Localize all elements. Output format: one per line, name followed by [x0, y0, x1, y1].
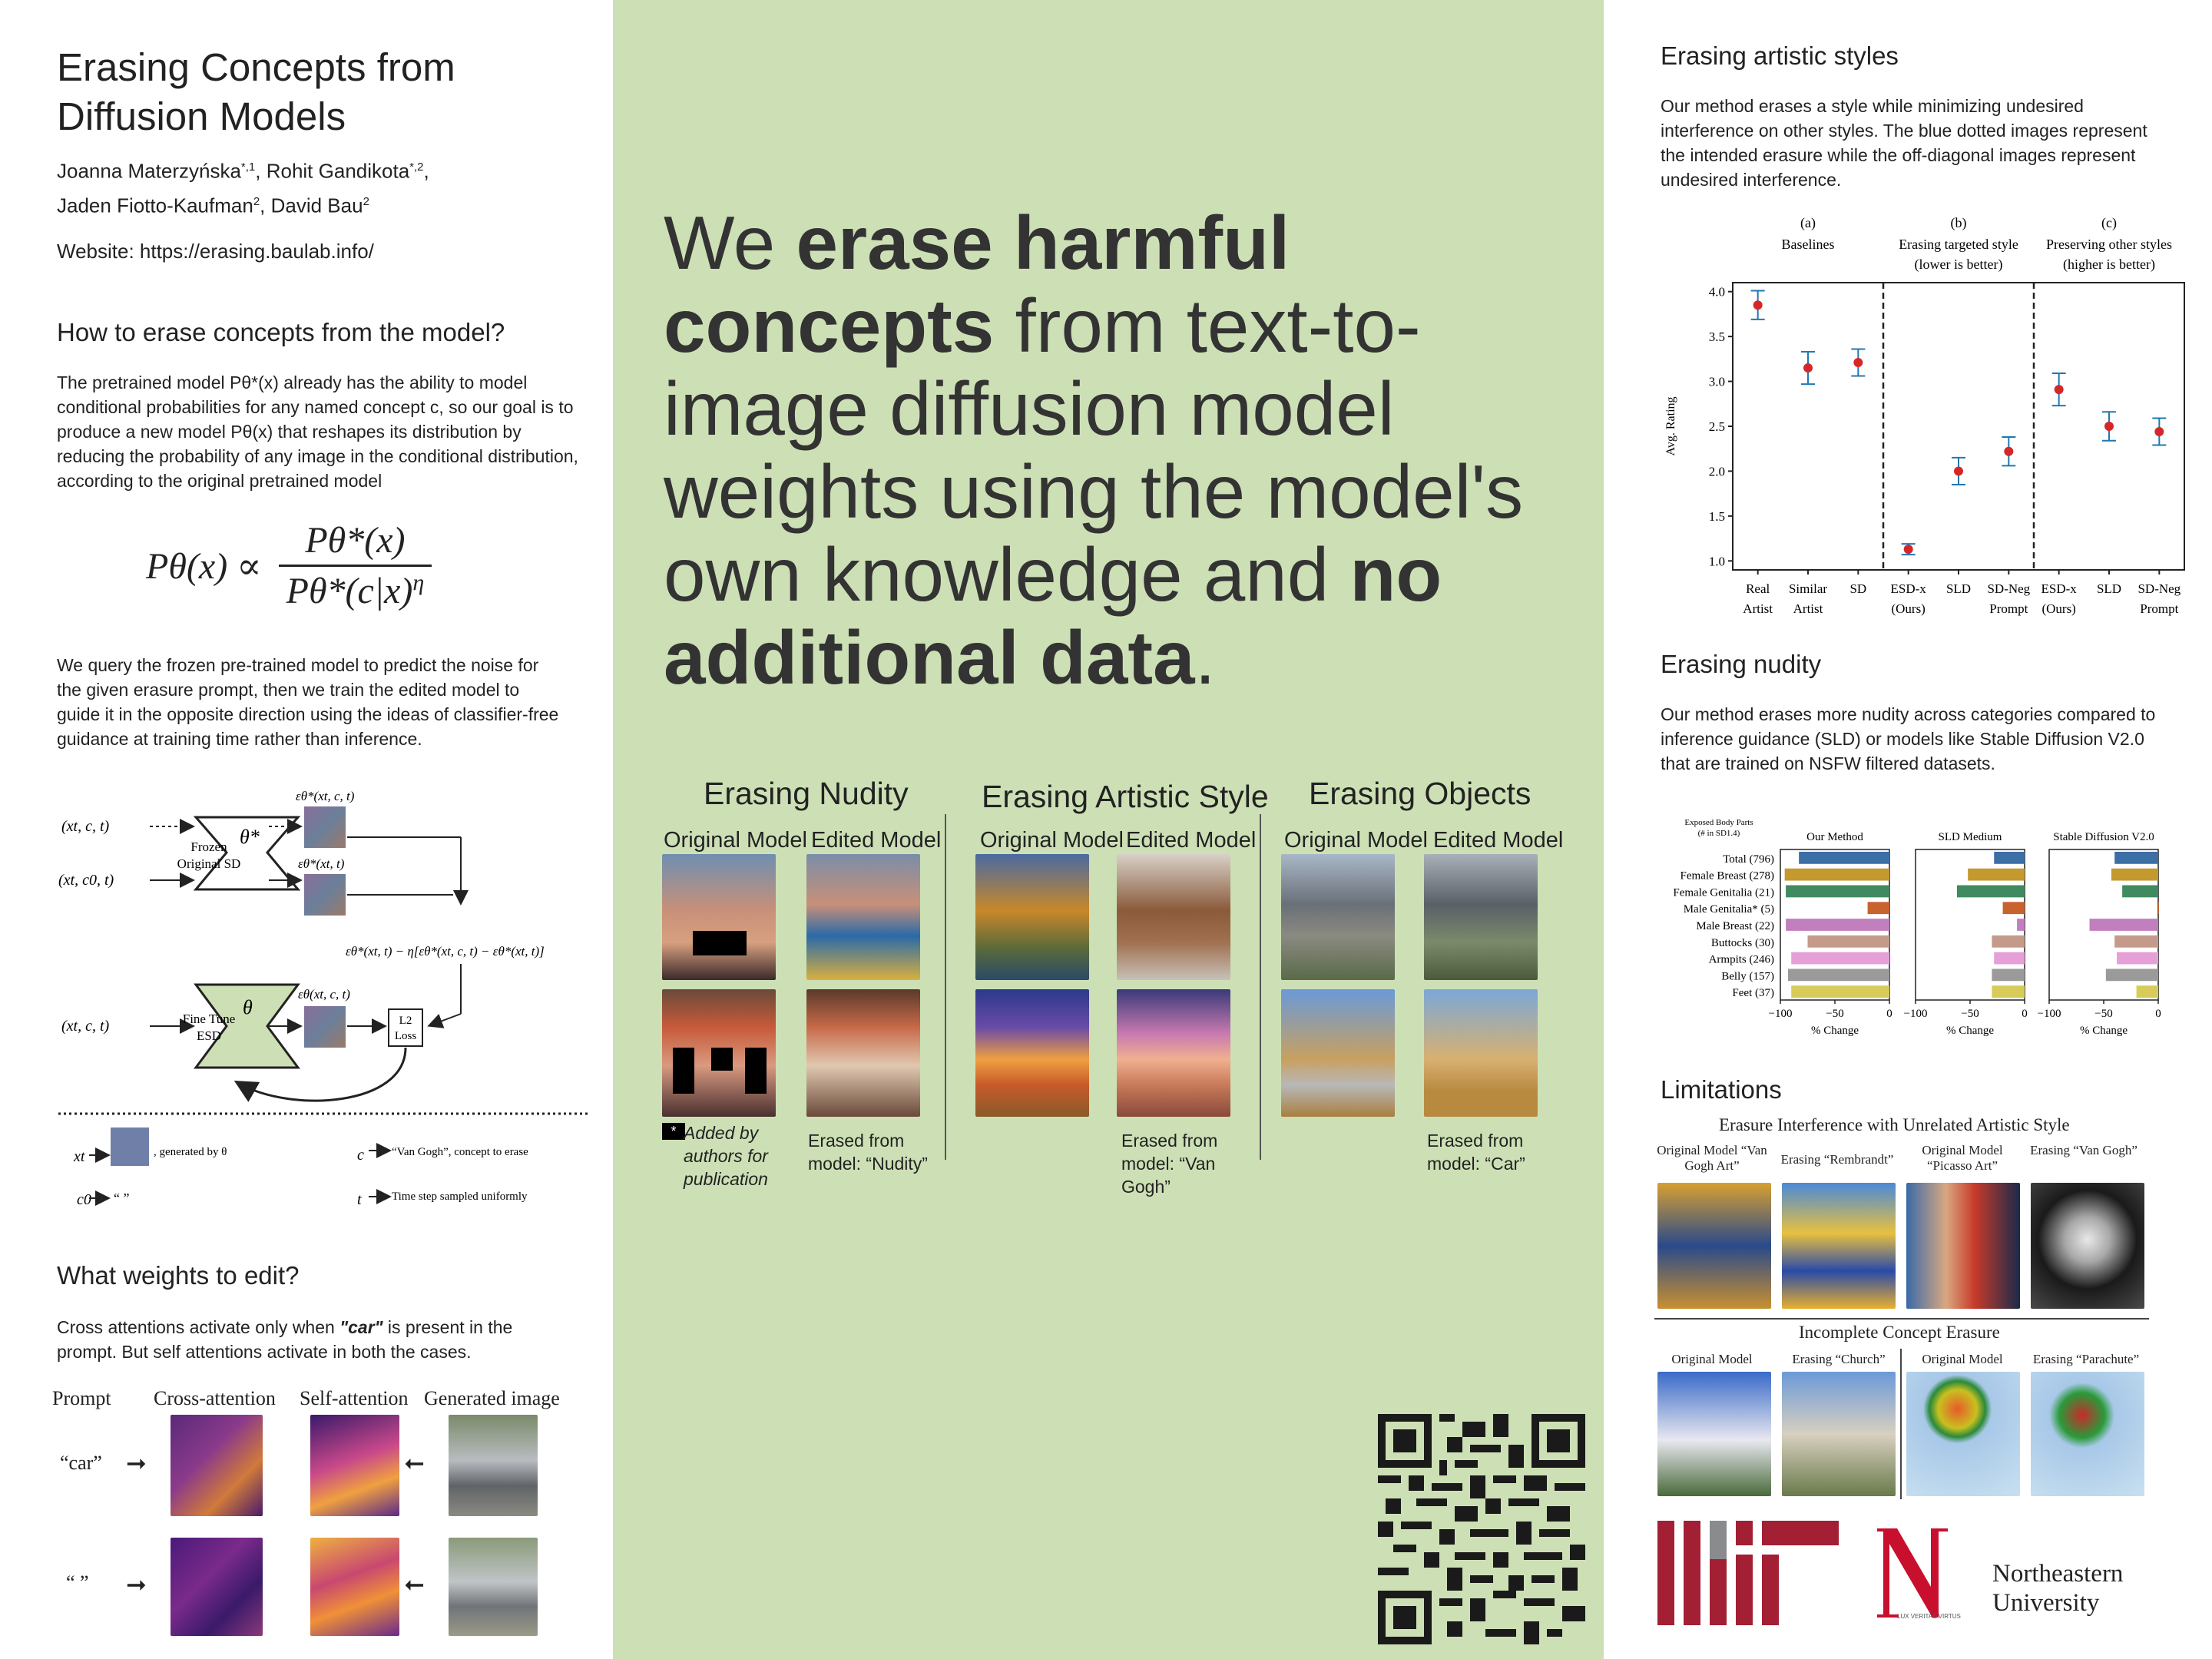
divider — [1654, 1318, 2149, 1320]
lim-church — [1657, 1372, 1771, 1496]
headline: We erase harmful concepts from text-to-image diffusion model weights using the model's own knowledge and no additional data. — [664, 200, 1524, 700]
poster-title: Erasing Concepts from Diffusion Models — [57, 45, 455, 138]
bar — [1786, 886, 1889, 898]
category-label: Feet (37) — [1732, 987, 1774, 1000]
added-by-note: Added by authors for publication — [684, 1123, 768, 1189]
bar — [1992, 935, 2025, 948]
northeastern-logo — [1874, 1525, 1951, 1621]
col-prompt: Prompt — [52, 1387, 111, 1409]
eps-3-label: εθ(xt, c, t) — [298, 987, 350, 1002]
theta-label: θ — [243, 996, 253, 1018]
x-tick-label: −50 — [2094, 1008, 2113, 1020]
lim-vangogh — [1657, 1183, 1771, 1309]
finetune-label-1: Fine Tune — [182, 1012, 236, 1026]
theta-star-label: θ* — [240, 826, 260, 848]
noise-image-2 — [304, 874, 346, 916]
objects-edited-1 — [1424, 854, 1538, 980]
left-column — [0, 0, 613, 1659]
arrow-right-icon: ➞ — [126, 1449, 147, 1477]
objects-original-1 — [1281, 854, 1395, 980]
row-empty: “ ” — [66, 1571, 89, 1594]
data-point — [2055, 385, 2064, 394]
bar — [1808, 935, 1890, 948]
arrow-left-icon: ➞ — [404, 1571, 425, 1598]
frozen-label-1: Frozen — [190, 839, 227, 854]
right-column — [1604, 0, 2212, 1659]
nudity-heading: Erasing nudity — [1661, 650, 1822, 678]
x-tick-label: −100 — [2037, 1008, 2061, 1020]
bar — [1799, 852, 1889, 864]
x-axis-label: % Change — [1810, 1025, 1859, 1037]
data-point — [1853, 358, 1863, 367]
style-edited-2 — [1117, 989, 1230, 1117]
input-2-label: (xt, c0, t) — [58, 872, 114, 889]
divider — [1260, 814, 1261, 1160]
noise-image-3 — [304, 1006, 346, 1048]
input-3-label: (xt, c, t) — [61, 1018, 110, 1035]
divider — [1900, 1349, 1902, 1499]
data-point — [2004, 447, 2013, 456]
lim2-caption: Original Model — [1922, 1352, 2003, 1366]
bar — [1992, 985, 2025, 998]
nudity-edited-2 — [806, 989, 920, 1117]
group-label: (b) — [1950, 215, 1967, 230]
bar — [2114, 935, 2158, 948]
style-original-2 — [975, 989, 1089, 1117]
category-label: Belly (157) — [1721, 970, 1774, 983]
category-label: Male Genitalia* (5) — [1683, 903, 1774, 916]
data-point — [1753, 300, 1763, 310]
arrow-left-icon: ➞ — [404, 1449, 425, 1477]
category-label: Buttocks (30) — [1710, 936, 1774, 949]
style-caption: Erased from model: “Van Gogh” — [1121, 1131, 1218, 1197]
nudity-caption: Erased from model: “Nudity” — [808, 1131, 928, 1174]
limitations-sub-1: Erasure Interference with Unrelated Artistic Style — [1719, 1115, 2070, 1134]
group-sub: Erasing targeted style — [1899, 237, 2018, 252]
col-gen: Generated image — [424, 1387, 560, 1409]
y-axis-label: Avg. Rating — [1664, 396, 1677, 456]
bar — [1791, 985, 1889, 998]
bar — [1791, 952, 1889, 965]
bar — [1868, 902, 1889, 914]
lim-parachute — [1906, 1372, 2020, 1496]
category-label: Total (796) — [1723, 853, 1774, 866]
finetune-label-2: ESD — [196, 1028, 222, 1043]
nudity-title: Erasing Nudity — [704, 776, 909, 811]
category-label: Armpits (246) — [1708, 953, 1774, 966]
data-point — [2104, 422, 2114, 431]
bar — [2017, 919, 2025, 931]
label-original: Original Model — [1284, 828, 1428, 853]
lim1-caption: Original Model “Picasso Art” — [1922, 1143, 2003, 1173]
input-1-label: (xt, c, t) — [61, 818, 110, 835]
y-tick-label: 2.0 — [1708, 464, 1725, 479]
style-edited-1 — [1117, 854, 1230, 980]
y-tick-label: 3.5 — [1708, 329, 1725, 345]
svg-text:Time step sampled uniformly: Time step sampled uniformly — [392, 1190, 528, 1203]
how-paragraph: The pretrained model Pθ*(x) already has the ability to model conditional probabilities for any named concept c, so our goal is to produce a new model Pθ(x) that reshapes its distribution by reducing the probability of any image in the conditional distribution, according to the original pretrained model — [57, 373, 578, 491]
y-tick-label: 4.0 — [1708, 284, 1725, 300]
bar — [1968, 869, 2025, 881]
objects-title: Erasing Objects — [1309, 776, 1532, 811]
lim2-caption: Original Model — [1671, 1352, 1753, 1366]
bar — [2137, 985, 2158, 998]
lim2-caption: Erasing “Church” — [1792, 1352, 1886, 1366]
weights-paragraph: Cross attentions activate only when "car" is present in the prompt. But self attentions activate in both the cases. — [57, 1317, 513, 1362]
lim-church-erased — [1782, 1372, 1896, 1496]
nudity-edited-1 — [806, 854, 920, 980]
svg-text:L2: L2 — [399, 1015, 412, 1027]
qr-code[interactable] — [1378, 1413, 1585, 1645]
arrow-right-icon: ➞ — [126, 1571, 147, 1598]
group-label: (a) — [1800, 215, 1816, 230]
lim2-caption: Erasing “Parachute” — [2032, 1352, 2140, 1366]
group-sub: Baselines — [1781, 237, 1835, 252]
styles-paragraph: Our method erases a style while minimizing undesired interference on other styles. The blue dotted images represent the intended erasure while the off-diagonal images represent undesired interference. — [1661, 96, 2147, 190]
frozen-label-2: Original SD — [177, 856, 241, 871]
data-point — [1954, 466, 1963, 475]
legend-generated: , generated by θ — [154, 1146, 227, 1158]
x-tick-label: −50 — [1826, 1008, 1844, 1020]
cross-attention-empty — [171, 1538, 263, 1636]
x-tick-label: SD-Neg — [2137, 581, 2181, 596]
label-edited: Edited Model — [1433, 828, 1564, 853]
bar — [2117, 952, 2158, 965]
ne-motto: LUX VERITAS VIRTUS — [1897, 1613, 1961, 1620]
bar — [1994, 852, 2025, 864]
x-tick-label: 0 — [1886, 1008, 1892, 1020]
lim-bw-portrait — [2031, 1183, 2144, 1309]
group-label: (c) — [2101, 215, 2117, 230]
y-tick-label: 1.0 — [1708, 554, 1725, 569]
x-tick-label: 0 — [2022, 1008, 2028, 1020]
divider — [945, 814, 946, 1160]
noise-image-1 — [304, 806, 346, 848]
bar — [2106, 969, 2158, 981]
nudity-original-1 — [662, 854, 776, 980]
style-original-1 — [975, 854, 1089, 980]
objects-original-2 — [1281, 989, 1395, 1117]
objects-edited-2 — [1424, 989, 1538, 1117]
lim-picasso — [1906, 1183, 2020, 1309]
x-tick-label: Prompt — [1989, 601, 2028, 616]
y-axis-title: Exposed Body Parts — [1684, 818, 1753, 827]
lim1-caption: Original Model “Van Gogh Art” — [1657, 1143, 1767, 1173]
formula: Pθ(x) ∝ Pθ*(x) $P\theta*(c|x)^\eta$ — [146, 519, 432, 612]
method-diagram — [46, 783, 599, 1229]
self-attention-car — [310, 1415, 399, 1516]
y-tick-label: 1.5 — [1708, 508, 1725, 524]
x-tick-label: ESD-x — [1890, 581, 1926, 596]
panel-title: Stable Diffusion V2.0 — [2053, 831, 2154, 843]
nudity-bar-charts — [1657, 814, 2203, 1045]
generated-car — [449, 1415, 538, 1516]
panel-title: SLD Medium — [1938, 831, 2002, 843]
category-label: Female Genitalia (21) — [1673, 886, 1774, 899]
svg-text:Loss: Loss — [394, 1030, 417, 1042]
query-paragraph: We query the frozen pre-trained model to predict the noise for the given erasure prompt, then we train the edited model to guide it in the opposite direction using the ideas of classifier-free guidance at training time rather than inference. — [57, 655, 559, 749]
x-tick-label: ESD-x — [2041, 581, 2077, 596]
y-tick-label: 3.0 — [1708, 374, 1725, 389]
nudity-original-2 — [662, 989, 776, 1117]
x-tick-label: SD-Neg — [1987, 581, 2031, 596]
bar — [1786, 919, 1889, 931]
x-tick-label: −100 — [1768, 1008, 1793, 1020]
bar — [2090, 919, 2158, 931]
x-axis-label: % Change — [2079, 1025, 2128, 1037]
col-cross: Cross-attention — [154, 1387, 276, 1409]
group-sub: Preserving other styles — [2046, 237, 2172, 252]
group-sub: (lower is better) — [1914, 257, 2003, 272]
bar — [2003, 902, 2025, 914]
x-tick-label: Artist — [1743, 601, 1773, 616]
x-tick-label: Real — [1746, 581, 1770, 596]
y-axis-title: (# in SD1.4) — [1697, 829, 1740, 838]
data-point — [1904, 545, 1913, 554]
website-link[interactable]: Website: https://erasing.baulab.info/ — [57, 240, 374, 263]
legend-t: t — [357, 1191, 362, 1208]
nudity-paragraph: Our method erases more nudity across categories compared to inference guidance (SLD) or models like Stable Diffusion V2.0 that are trained on NSFW filtered datasets. — [1661, 704, 2156, 773]
lim-parachute-erased — [2031, 1372, 2144, 1496]
bar — [1992, 969, 2025, 981]
panel-title: Our Method — [1806, 831, 1863, 843]
x-axis-label: % Change — [1945, 1025, 1995, 1037]
label-edited: Edited Model — [1126, 828, 1257, 853]
x-tick-label: Prompt — [2140, 601, 2179, 616]
mit-logo — [1657, 1521, 1842, 1625]
generated-street — [449, 1538, 538, 1636]
censor-bar-icon: * — [662, 1123, 685, 1140]
category-label: Female Breast (278) — [1680, 869, 1774, 882]
bar — [2122, 886, 2158, 898]
legend-xt: xt — [74, 1148, 85, 1165]
ne-wordmark: Northeastern University — [1992, 1560, 2124, 1617]
x-tick-label: SLD — [2096, 581, 2122, 596]
label-original: Original Model — [980, 828, 1124, 853]
lim1-caption: Erasing “Rembrandt” — [1780, 1152, 1894, 1167]
style-rating-chart — [1657, 209, 2203, 624]
row-car: “car” — [60, 1452, 102, 1474]
group-sub: (higher is better) — [2063, 257, 2155, 272]
bar — [2114, 852, 2158, 864]
x-tick-label: Similar — [1788, 581, 1828, 596]
col-self: Self-attention — [300, 1387, 409, 1409]
x-tick-label: SD — [1849, 581, 1867, 596]
bar — [1785, 869, 1889, 881]
bar — [1957, 886, 2025, 898]
lim1-caption: Erasing “Van Gogh” — [2030, 1143, 2137, 1157]
lim-rembrandt — [1782, 1183, 1896, 1309]
label-original: Original Model — [664, 828, 807, 853]
svg-text:“Van Gogh”, concept to erase: “Van Gogh”, concept to erase — [392, 1146, 528, 1158]
x-tick-label: Artist — [1793, 601, 1823, 616]
target-formula: εθ*(xt, t) − η[εθ*(xt, c, t) − εθ*(xt, t)] — [346, 944, 545, 959]
generated-thumb — [111, 1128, 149, 1166]
self-attention-empty — [310, 1538, 399, 1636]
author-list: Joanna Materzyńska$^{*,1}$, Rohit Gandikota$^{*,2}$, Jaden Fiotto-Kaufman$^2$, David Bau$^2$ — [57, 159, 429, 217]
category-label: Male Breast (22) — [1696, 920, 1774, 932]
bar — [2111, 869, 2158, 881]
center-column — [613, 0, 1604, 1659]
legend-c0: c0 — [77, 1191, 91, 1208]
x-tick-label: −50 — [1961, 1008, 1979, 1020]
data-point — [1803, 363, 1813, 373]
x-tick-label: (Ours) — [1891, 601, 1926, 616]
plot-frame — [1733, 283, 2184, 570]
styles-heading: Erasing artistic styles — [1661, 41, 1899, 70]
limitations-heading: Limitations — [1661, 1075, 1782, 1104]
data-point — [2154, 427, 2164, 436]
limitations-sub-2: Incomplete Concept Erasure — [1799, 1323, 2000, 1342]
bar — [1994, 952, 2025, 965]
how-heading: How to erase concepts from the model? — [57, 318, 505, 346]
svg-text:“ ”: “ ” — [114, 1190, 130, 1206]
weights-heading: What weights to edit? — [57, 1261, 300, 1290]
x-tick-label: 0 — [2155, 1008, 2161, 1020]
eps-2-label: εθ*(xt, t) — [298, 856, 345, 871]
x-tick-label: (Ours) — [2041, 601, 2076, 616]
style-title: Erasing Artistic Style — [982, 779, 1269, 814]
cross-attention-car — [171, 1415, 263, 1516]
bar — [2158, 902, 2159, 914]
objects-caption: Erased from model: “Car” — [1427, 1131, 1525, 1174]
y-tick-label: 2.5 — [1708, 419, 1725, 434]
bar — [1788, 969, 1889, 981]
label-edited: Edited Model — [811, 828, 942, 853]
eps-1-label: εθ*(xt, c, t) — [296, 789, 355, 803]
legend-c: c — [357, 1147, 364, 1164]
x-tick-label: −100 — [1903, 1008, 1928, 1020]
x-tick-label: SLD — [1945, 581, 1972, 596]
